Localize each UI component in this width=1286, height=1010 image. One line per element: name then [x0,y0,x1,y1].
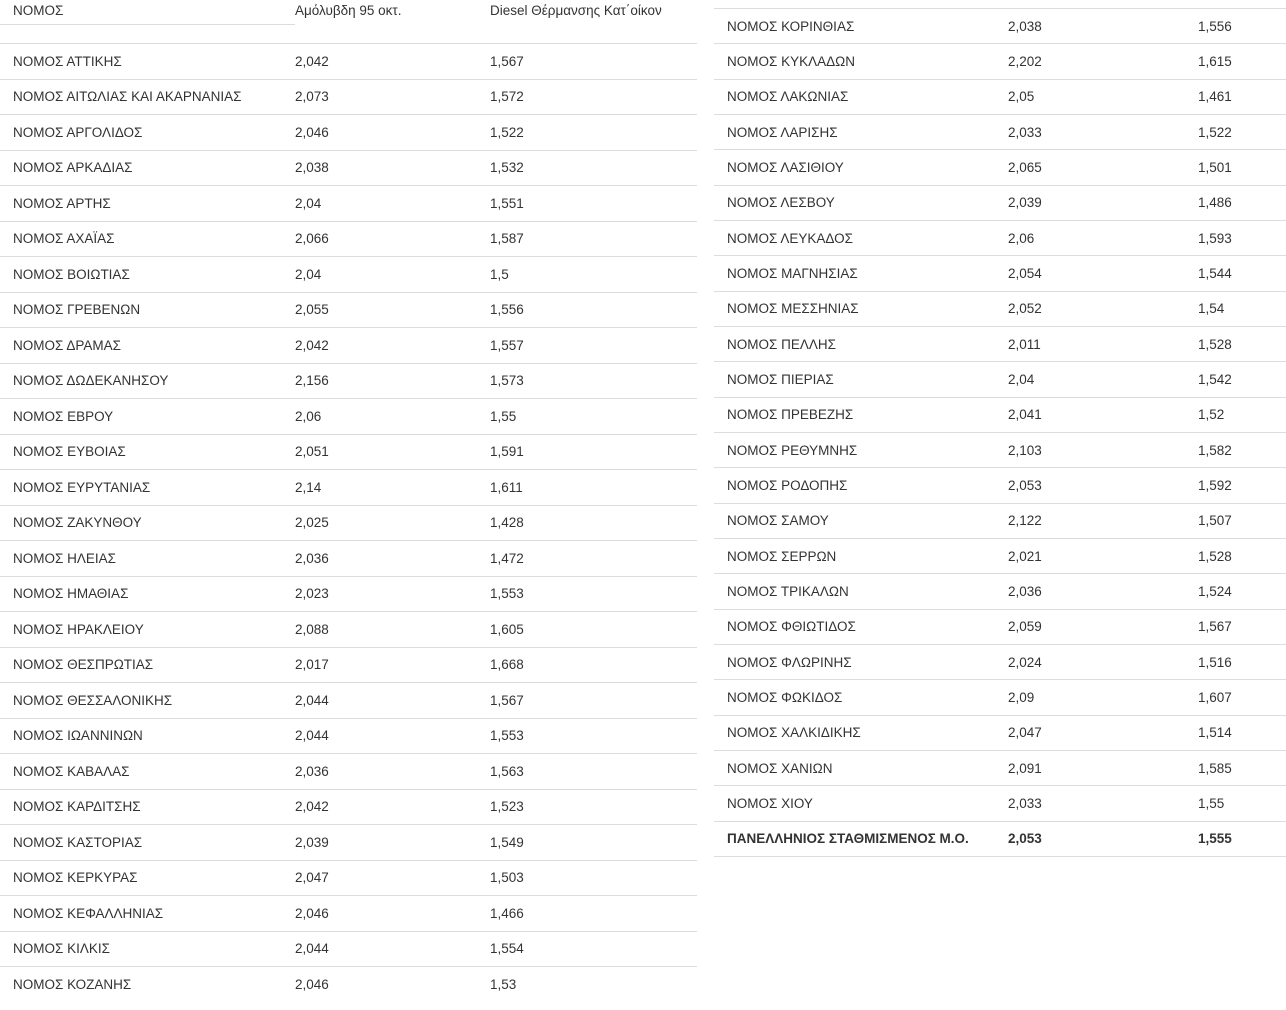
cell-prefecture: ΝΟΜΟΣ ΜΕΣΣΗΝΙΑΣ [727,301,859,317]
cell-prefecture: ΝΟΜΟΣ ΕΥΡΥΤΑΝΙΑΣ [13,479,151,495]
table-row [714,43,1286,78]
table-row [0,753,697,789]
cell-unleaded95: 2,036 [1008,583,1042,599]
cell-heating-diesel: 1,572 [490,89,524,105]
table-row-national-average [714,821,1286,856]
cell-prefecture: ΝΟΜΟΣ ΖΑΚΥΝΘΟΥ [13,515,142,531]
cell-unleaded95: 2,042 [295,53,329,69]
cell-prefecture: ΝΟΜΟΣ ΚΑΣΤΟΡΙΑΣ [13,834,143,850]
table-row [0,860,697,896]
table-row [0,824,697,860]
cell-prefecture: ΝΟΜΟΣ ΚΕΡΚΥΡΑΣ [13,870,138,886]
prefecture-table-right [714,8,1286,857]
cell-unleaded95: 2,021 [1008,548,1042,564]
cell-heating-diesel: 1,472 [490,550,524,566]
table-row [714,503,1286,538]
cell-heating-diesel: 1,615 [1198,53,1232,69]
table-row [714,79,1286,114]
cell-heating-diesel: 1,587 [490,231,524,247]
cell-prefecture: ΝΟΜΟΣ ΚΑΒΑΛΑΣ [13,763,130,779]
cell-heating-diesel: 1,556 [490,302,524,318]
cell-heating-diesel: 1,591 [490,444,524,460]
cell-prefecture: ΝΟΜΟΣ ΕΒΡΟΥ [13,408,114,424]
table-row [0,185,697,221]
cell-unleaded95: 2,054 [1008,265,1042,281]
cell-prefecture: ΝΟΜΟΣ ΓΡΕΒΕΝΩΝ [13,302,141,318]
cell-prefecture: ΝΟΜΟΣ ΗΡΑΚΛΕΙΟΥ [13,621,144,637]
cell-heating-diesel: 1,522 [490,124,524,140]
table-row [0,256,697,292]
cell-heating-diesel: 1,522 [1198,124,1232,140]
cell-unleaded95: 2,047 [1008,725,1042,741]
cell-heating-diesel: 1,532 [490,160,524,176]
table-row [0,398,697,434]
cell-unleaded95: 2,044 [295,941,329,957]
table-row [714,644,1286,679]
cell-heating-diesel: 1,524 [1198,583,1232,599]
cell-unleaded95: 2,04 [295,195,322,211]
table-row [714,8,1286,43]
column-header-prefecture: ΝΟΜΟΣ [0,0,295,25]
cell-prefecture: ΝΟΜΟΣ ΑΡΚΑΔΙΑΣ [13,160,133,176]
cell-prefecture: ΝΟΜΟΣ ΧΑΝΙΩΝ [727,760,833,776]
cell-heating-diesel: 1,428 [490,515,524,531]
cell-heating-diesel: 1,592 [1198,477,1232,493]
cell-heating-diesel: 1,553 [490,728,524,744]
column-header-unleaded95: Αμόλυβδη 95 οκτ. [295,3,402,18]
table-row [714,397,1286,432]
cell-heating-diesel: 1,551 [490,195,524,211]
table-row [0,292,697,328]
cell-unleaded95: 2,046 [295,976,329,992]
cell-unleaded95: 2,042 [295,799,329,815]
cell-prefecture: ΝΟΜΟΣ ΘΕΣΠΡΩΤΙΑΣ [13,657,154,673]
cell-unleaded95: 2,042 [295,337,329,353]
cell-heating-diesel: 1,523 [490,799,524,815]
table-body-right [714,8,1286,857]
table-row [0,718,697,754]
cell-prefecture: ΝΟΜΟΣ ΑΙΤΩΛΙΑΣ ΚΑΙ ΑΚΑΡΝΑΝΙΑΣ [13,89,242,105]
cell-prefecture: ΝΟΜΟΣ ΚΕΦΑΛΛΗΝΙΑΣ [13,905,164,921]
cell-heating-diesel: 1,585 [1198,760,1232,776]
cell-unleaded95: 2,033 [1008,795,1042,811]
cell-prefecture: ΝΟΜΟΣ ΔΩΔΕΚΑΝΗΣΟΥ [13,373,169,389]
cell-prefecture: ΝΟΜΟΣ ΛΑΡΙΣΗΣ [727,124,838,140]
cell-unleaded95: 2,051 [295,444,329,460]
cell-unleaded95: 2,04 [295,266,322,282]
cell-unleaded95: 2,039 [295,834,329,850]
cell-heating-diesel: 1,611 [490,479,523,495]
cell-unleaded95: 2,023 [295,586,329,602]
cell-unleaded95: 2,047 [295,870,329,886]
cell-unleaded95: 2,053 [1008,477,1042,493]
cell-prefecture: ΝΟΜΟΣ ΠΙΕΡΙΑΣ [727,371,834,387]
cell-unleaded95: 2,011 [1008,336,1041,352]
cell-heating-diesel: 1,55 [1198,795,1225,811]
cell-heating-diesel: 1,573 [490,373,524,389]
cell-unleaded95: 2,09 [1008,689,1035,705]
cell-heating-diesel: 1,542 [1198,371,1232,387]
cell-heating-diesel: 1,5 [490,266,509,282]
cell-prefecture: ΝΟΜΟΣ ΚΟΡΙΝΘΙΑΣ [727,18,855,34]
cell-heating-diesel: 1,507 [1198,513,1232,529]
cell-heating-diesel: 1,605 [490,621,524,637]
cell-unleaded95: 2,046 [295,905,329,921]
table-row [0,505,697,541]
cell-unleaded95: 2,059 [1008,619,1042,635]
cell-heating-diesel: 1,486 [1198,195,1232,211]
table-row [714,114,1286,149]
cell-prefecture: ΝΟΜΟΣ ΚΙΛΚΙΣ [13,941,110,957]
cell-prefecture: ΝΟΜΟΣ ΤΡΙΚΑΛΩΝ [727,583,849,599]
table-row [714,432,1286,467]
table-row [0,43,697,79]
cell-prefecture: ΝΟΜΟΣ ΠΕΛΛΗΣ [727,336,836,352]
table-row [0,540,697,576]
table-body-left [0,43,697,1002]
cell-prefecture: ΝΟΜΟΣ ΑΡΓΟΛΙΔΟΣ [13,124,143,140]
table-row [0,611,697,647]
cell-prefecture: ΝΟΜΟΣ ΑΡΤΗΣ [13,195,111,211]
cell-heating-diesel: 1,593 [1198,230,1232,246]
cell-prefecture: ΝΟΜΟΣ ΛΑΣΙΘΙΟΥ [727,159,844,175]
cell-prefecture: ΝΟΜΟΣ ΗΛΕΙΑΣ [13,550,116,566]
table-row [714,785,1286,820]
cell-prefecture: ΝΟΜΟΣ ΧΙΟΥ [727,795,813,811]
cell-heating-diesel: 1,516 [1198,654,1232,670]
table-row [714,679,1286,714]
table-row [714,750,1286,785]
cell-heating-diesel: 1,557 [490,337,524,353]
table-row [0,789,697,825]
cell-unleaded95: 2,091 [1008,760,1042,776]
cell-prefecture: ΝΟΜΟΣ ΜΑΓΝΗΣΙΑΣ [727,265,858,281]
cell-unleaded95: 2,044 [295,728,329,744]
table-row [714,573,1286,608]
cell-prefecture: ΝΟΜΟΣ ΙΩΑΝΝΙΝΩΝ [13,728,143,744]
cell-heating-diesel: 1,607 [1198,689,1232,705]
cell-prefecture: ΝΟΜΟΣ ΣΑΜΟΥ [727,513,829,529]
cell-heating-diesel: 1,461 [1198,89,1232,105]
cell-heating-diesel: 1,567 [490,53,524,69]
table-row [714,291,1286,326]
cell-prefecture: ΝΟΜΟΣ ΛΕΥΚΑΔΟΣ [727,230,853,246]
cell-prefecture: ΝΟΜΟΣ ΦΩΚΙΔΟΣ [727,689,843,705]
table-row [0,327,697,363]
cell-unleaded95: 2,202 [1008,53,1042,69]
cell-unleaded95: 2,053 [1008,831,1042,847]
cell-unleaded95: 2,038 [295,160,329,176]
cell-prefecture: ΝΟΜΟΣ ΚΥΚΛΑΔΩΝ [727,53,855,69]
cell-heating-diesel: 1,556 [1198,18,1232,34]
cell-unleaded95: 2,055 [295,302,329,318]
cell-heating-diesel: 1,549 [490,834,524,850]
cell-unleaded95: 2,044 [295,692,329,708]
cell-heating-diesel: 1,52 [1198,407,1225,423]
cell-prefecture: ΝΟΜΟΣ ΒΟΙΩΤΙΑΣ [13,266,130,282]
cell-prefecture: ΝΟΜΟΣ ΗΜΑΘΙΑΣ [13,586,129,602]
cell-prefecture: ΝΟΜΟΣ ΕΥΒΟΙΑΣ [13,444,126,460]
header-spacer [0,25,697,43]
cell-prefecture: ΝΟΜΟΣ ΦΘΙΩΤΙΔΟΣ [727,619,856,635]
cell-heating-diesel: 1,567 [490,692,524,708]
cell-prefecture: ΝΟΜΟΣ ΑΤΤΙΚΗΣ [13,53,122,69]
table-row [0,221,697,257]
cell-prefecture: ΝΟΜΟΣ ΚΟΖΑΝΗΣ [13,976,132,992]
cell-prefecture: ΝΟΜΟΣ ΧΑΛΚΙΔΙΚΗΣ [727,725,861,741]
cell-unleaded95: 2,088 [295,621,329,637]
cell-unleaded95: 2,041 [1008,407,1042,423]
cell-unleaded95: 2,025 [295,515,329,531]
cell-heating-diesel: 1,544 [1198,265,1232,281]
table-row [0,647,697,683]
cell-heating-diesel: 1,55 [490,408,517,424]
cell-unleaded95: 2,103 [1008,442,1042,458]
cell-unleaded95: 2,04 [1008,371,1035,387]
cell-prefecture: ΝΟΜΟΣ ΘΕΣΣΑΛΟΝΙΚΗΣ [13,692,173,708]
cell-heating-diesel: 1,563 [490,763,524,779]
table-row [714,361,1286,396]
table-row [714,220,1286,255]
table-row [0,469,697,505]
cell-unleaded95: 2,073 [295,89,329,105]
cell-heating-diesel: 1,528 [1198,548,1232,564]
cell-prefecture: ΝΟΜΟΣ ΛΕΣΒΟΥ [727,195,835,211]
table-row [0,931,697,967]
cell-heating-diesel: 1,668 [490,657,524,673]
cell-prefecture: ΝΟΜΟΣ ΚΑΡΔΙΤΣΗΣ [13,799,141,815]
cell-heating-diesel: 1,514 [1198,725,1232,741]
cell-unleaded95: 2,05 [1008,89,1035,105]
table-row [714,326,1286,361]
cell-unleaded95: 2,156 [295,373,329,389]
cell-unleaded95: 2,065 [1008,159,1042,175]
cell-unleaded95: 2,036 [295,550,329,566]
cell-heating-diesel: 1,53 [490,976,517,992]
cell-unleaded95: 2,066 [295,231,329,247]
cell-unleaded95: 2,046 [295,124,329,140]
cell-heating-diesel: 1,582 [1198,442,1232,458]
cell-unleaded95: 2,122 [1008,513,1042,529]
cell-heating-diesel: 1,567 [1198,619,1232,635]
table-row [714,715,1286,750]
cell-prefecture: ΝΟΜΟΣ ΦΛΩΡΙΝΗΣ [727,654,852,670]
cell-unleaded95: 2,038 [1008,18,1042,34]
cell-heating-diesel: 1,553 [490,586,524,602]
table-row [0,966,697,1002]
cell-unleaded95: 2,039 [1008,195,1042,211]
cell-prefecture: ΝΟΜΟΣ ΡΕΘΥΜΝΗΣ [727,442,858,458]
table-row [714,538,1286,573]
cell-unleaded95: 2,06 [1008,230,1035,246]
table-row [714,467,1286,502]
cell-unleaded95: 2,14 [295,479,322,495]
table-row [714,149,1286,184]
table-row [0,363,697,399]
cell-prefecture: ΝΟΜΟΣ ΣΕΡΡΩΝ [727,548,837,564]
cell-prefecture: ΝΟΜΟΣ ΑΧΑΪΑΣ [13,231,115,247]
table-row [0,895,697,931]
cell-heating-diesel: 1,503 [490,870,524,886]
cell-unleaded95: 2,024 [1008,654,1042,670]
table-row [0,682,697,718]
cell-prefecture: ΝΟΜΟΣ ΔΡΑΜΑΣ [13,337,121,353]
table-row [0,576,697,612]
cell-heating-diesel: 1,555 [1198,831,1232,847]
cell-heating-diesel: 1,466 [490,905,524,921]
cell-heating-diesel: 1,554 [490,941,524,957]
table-row [714,185,1286,220]
table-row [0,434,697,470]
table-header-row [0,0,697,25]
cell-prefecture: ΝΟΜΟΣ ΡΟΔΟΠΗΣ [727,477,848,493]
column-header-heating-diesel: Diesel Θέρμανσης Κατ΄οίκον [490,3,662,18]
table-row [714,255,1286,290]
cell-unleaded95: 2,033 [1008,124,1042,140]
cell-unleaded95: 2,036 [295,763,329,779]
cell-unleaded95: 2,017 [295,657,329,673]
cell-heating-diesel: 1,528 [1198,336,1232,352]
cell-unleaded95: 2,052 [1008,301,1042,317]
cell-prefecture: ΝΟΜΟΣ ΛΑΚΩΝΙΑΣ [727,89,849,105]
cell-unleaded95: 2,06 [295,408,322,424]
table-row [0,79,697,115]
table-row [714,609,1286,644]
table-row [0,150,697,186]
cell-prefecture: ΝΟΜΟΣ ΠΡΕΒΕΖΗΣ [727,407,854,423]
cell-prefecture: ΠΑΝΕΛΛΗΝΙΟΣ ΣΤΑΘΜΙΣΜΕΝΟΣ Μ.Ο. [727,831,969,847]
cell-heating-diesel: 1,54 [1198,301,1225,317]
cell-heating-diesel: 1,501 [1198,159,1232,175]
table-row [0,114,697,150]
